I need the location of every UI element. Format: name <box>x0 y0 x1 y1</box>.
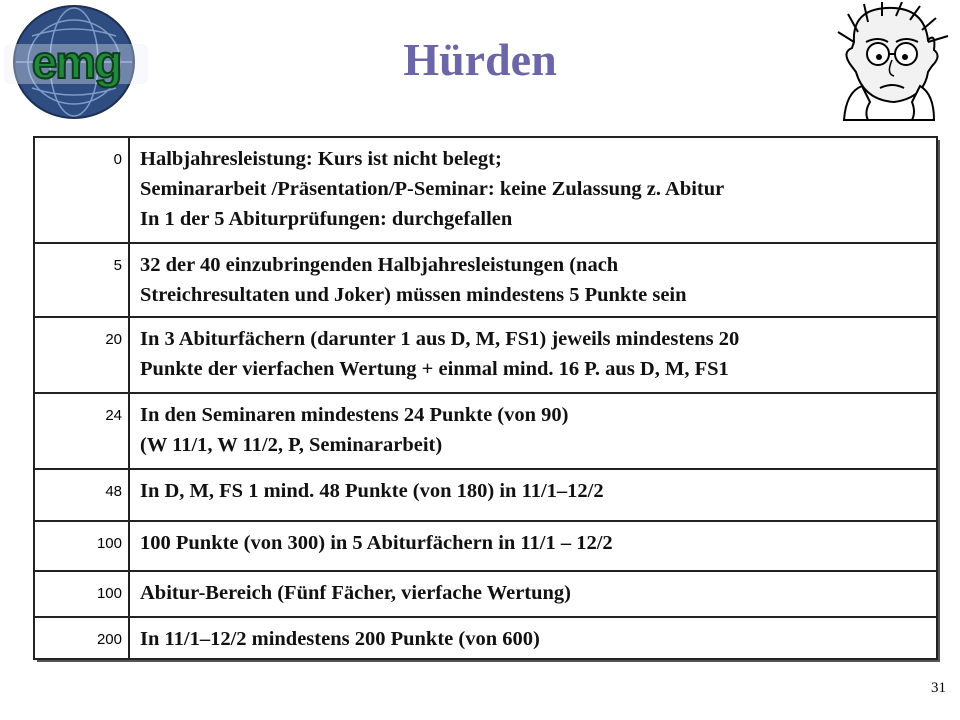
description-cell <box>129 617 937 659</box>
points-cell: 20 <box>34 317 129 393</box>
description-line: 32 der 40 einzubringenden Halbjahresleistungen (nach <box>140 254 619 276</box>
description-cell <box>129 243 937 317</box>
description-line: In den Seminaren mindestens 24 Punkte (von 90) <box>140 404 569 426</box>
description-line: Streichresultaten und Joker) müssen mindestens 5 Punkte sein <box>140 284 687 306</box>
logo-text: emg <box>31 36 121 88</box>
table-row <box>34 571 937 617</box>
points-cell: 24 <box>34 393 129 469</box>
points-cell: 200 <box>34 617 129 659</box>
points-cell: 48 <box>34 469 129 521</box>
description-line: Seminararbeit /Präsentation/P-Seminar: keine Zulassung z. Abitur <box>140 178 725 200</box>
page-number: 31 <box>931 680 946 696</box>
worried-face-illustration <box>824 2 954 122</box>
description-cell <box>129 317 937 393</box>
description-line: In 1 der 5 Abiturprüfungen: durchgefallen <box>140 208 513 230</box>
description-cell <box>129 137 937 243</box>
description-line: Halbjahresleistung: Kurs ist nicht belegt; <box>140 148 502 170</box>
table-row <box>34 521 937 571</box>
description-cell <box>129 571 937 617</box>
description-line: 100 Punkte (von 300) in 5 Abiturfächern in 11/1 – 12/2 <box>140 532 613 554</box>
table-row <box>34 469 937 521</box>
requirements-table-container <box>33 136 936 658</box>
table-row <box>34 317 937 393</box>
requirements-table <box>33 136 938 660</box>
description-line: In 3 Abiturfächern (darunter 1 aus D, M, FS1) jeweils mindestens 20 <box>140 328 740 350</box>
description-cell <box>129 469 937 521</box>
table-row <box>34 393 937 469</box>
description-line: (W 11/1, W 11/2, P, Seminararbeit) <box>140 434 443 456</box>
description-cell <box>129 393 937 469</box>
description-line: Abitur-Bereich (Fünf Fächer, vierfache Wertung) <box>140 582 572 604</box>
points-cell: 100 <box>34 571 129 617</box>
table-row <box>34 137 937 243</box>
page-title: Hürden <box>403 34 557 85</box>
points-cell: 0 <box>34 137 129 243</box>
description-cell <box>129 521 937 571</box>
description-line: In D, M, FS 1 mind. 48 Punkte (von 180) in 11/1–12/2 <box>140 480 604 502</box>
points-cell: 100 <box>34 521 129 571</box>
table-row <box>34 617 937 659</box>
description-line: Punkte der vierfachen Wertung + einmal mind. 16 P. aus D, M, FS1 <box>140 358 729 380</box>
points-cell: 5 <box>34 243 129 317</box>
description-line: In 11/1–12/2 mindestens 200 Punkte (von 600) <box>140 628 540 650</box>
table-row <box>34 243 937 317</box>
